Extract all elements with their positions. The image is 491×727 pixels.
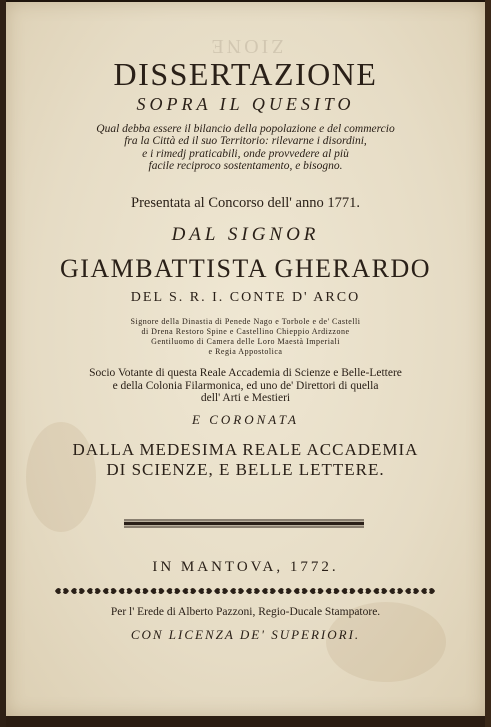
fleuron <box>294 588 308 594</box>
subtitle: SOPRA IL QUESITO <box>136 94 355 114</box>
fleuron <box>55 588 69 594</box>
dominion-line: Signore della Dinastia di Penede Nago e Torbole e de' Castelli <box>130 317 361 326</box>
question-line: fra la Città ed il suo Territorio: rilevarne i disordini, <box>124 135 367 148</box>
fleuron <box>71 588 85 594</box>
membership-line: dell' Arti e Mestieri <box>200 392 291 404</box>
author-dominions <box>6 317 485 357</box>
fleuron <box>198 588 212 594</box>
title-page <box>6 2 485 716</box>
fleuron <box>150 588 164 594</box>
question-paragraph <box>6 123 485 173</box>
fleuron <box>326 588 340 594</box>
author-memberships <box>6 367 485 405</box>
membership-line: Socio Votante di questa Reale Accademia di Scienze e Belle-Lettere <box>89 367 402 379</box>
imprint-place-date: IN MANTOVA, 1772. <box>152 559 339 575</box>
fleuron <box>341 588 355 594</box>
fleuron <box>310 588 324 594</box>
fleuron-border <box>54 584 436 598</box>
fleuron <box>214 588 228 594</box>
fleuron <box>166 588 180 594</box>
fleuron <box>182 588 196 594</box>
presentation-line: Presentata al Concorso dell' anno 1771. <box>131 195 360 211</box>
fleuron <box>230 588 244 594</box>
dominion-line: e Regia Appostolica <box>208 347 283 356</box>
printer-line: Per l' Erede di Alberto Pazzoni, Regio-Ducale Stampatore. <box>110 606 381 618</box>
academy-lines <box>6 440 485 480</box>
e-coronata: E CORONATA <box>192 412 299 427</box>
dominion-line: di Drena Restoro Spine e Castellino Chieppio Ardizzone <box>141 327 350 336</box>
dominion-line: Gentiluomo di Camera delle Loro Maestà Imperiali <box>151 337 340 346</box>
author-name: GIAMBATTISTA GHERARDO <box>59 254 432 283</box>
fleuron <box>262 588 276 594</box>
question-line: Qual debba essere il bilancio della popolazione e del commercio <box>96 123 395 135</box>
fleuron <box>357 588 371 594</box>
fleuron <box>87 588 101 594</box>
membership-line: e della Colonia Filarmonica, ed uno de' Direttori di quella <box>112 379 379 392</box>
license-line: CON LICENZA DE' SUPERIORI. <box>130 627 361 642</box>
fleuron <box>373 588 387 594</box>
ornamental-rule <box>124 518 364 528</box>
question-line: facile reciproco sostentamento, e bisogno. <box>148 160 343 173</box>
fleuron <box>389 588 403 594</box>
author-title: DEL S. R. I. CONTE D' ARCO <box>130 290 361 305</box>
academy-line: DI SCIENZE, E BELLE LETTERE. <box>106 460 385 479</box>
academy-line: DALLA MEDESIMA REALE ACCADEMIA <box>72 440 419 459</box>
fleuron <box>103 588 117 594</box>
fleuron <box>405 588 419 594</box>
fleuron <box>135 588 149 594</box>
book-title: DISSERTAZIONE <box>113 56 378 92</box>
bleed-through-text: ZIONE <box>208 35 284 57</box>
fleuron <box>421 588 435 594</box>
fleuron <box>278 588 292 594</box>
fleuron <box>246 588 260 594</box>
question-line: e i rimedj praticabili, onde provvedere al più <box>142 147 349 160</box>
dal-signor: DAL SIGNOR <box>171 224 320 245</box>
fleuron <box>119 588 133 594</box>
